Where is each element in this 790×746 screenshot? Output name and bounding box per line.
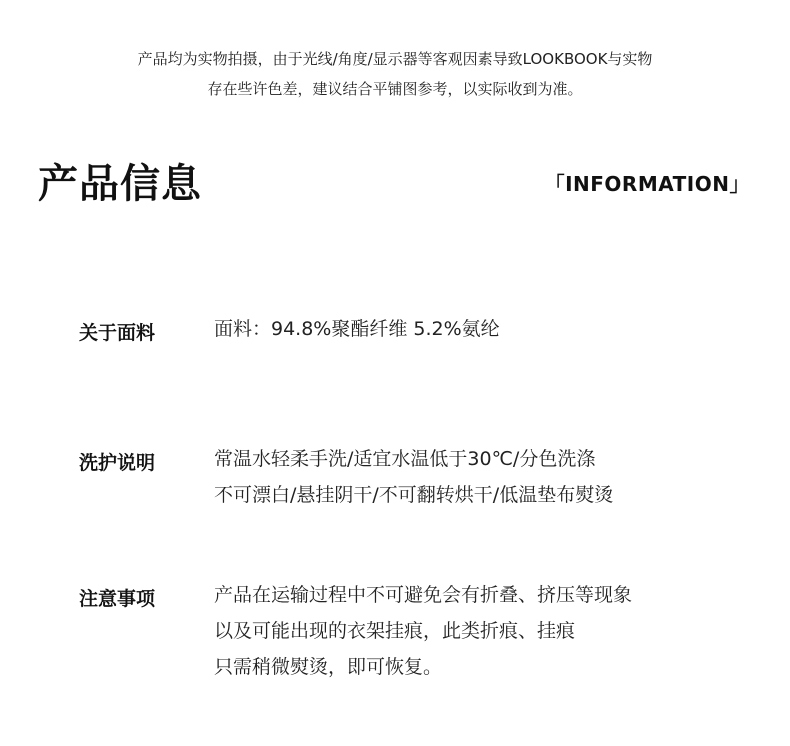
- notes-content: [214, 577, 632, 685]
- fabric-content: [214, 311, 500, 347]
- photo-disclaimer: [0, 44, 790, 104]
- fabric-line: 面料：94.8%聚酯纤维 5.2%氨纶: [214, 318, 500, 340]
- fabric-label: 关于面料: [79, 322, 156, 344]
- page-title-english: 「INFORMATION」: [544, 172, 750, 196]
- page-title: 产品信息: [38, 161, 202, 207]
- notes-line: 以及可能出现的衣架挂痕，此类折痕、挂痕: [214, 620, 576, 642]
- notes-label: 注意事项: [79, 588, 156, 610]
- disclaimer-line-1: 产品均为实物拍摄，由于光线/角度/显示器等客观因素导致LOOKBOOK与实物: [137, 50, 653, 68]
- care-line: 常温水轻柔手洗/适宜水温低于30℃/分色洗涤: [214, 448, 596, 470]
- care-content: [214, 441, 613, 513]
- disclaimer-line-2: 存在些许色差，建议结合平铺图参考，以实际收到为准。: [207, 80, 583, 98]
- notes-line: 产品在运输过程中不可避免会有折叠、挤压等现象: [214, 584, 633, 606]
- care-line: 不可漂白/悬挂阴干/不可翻转烘干/低温垫布熨烫: [214, 484, 614, 506]
- care-label: 洗护说明: [79, 452, 156, 474]
- notes-line: 只需稍微熨烫，即可恢复。: [214, 656, 443, 678]
